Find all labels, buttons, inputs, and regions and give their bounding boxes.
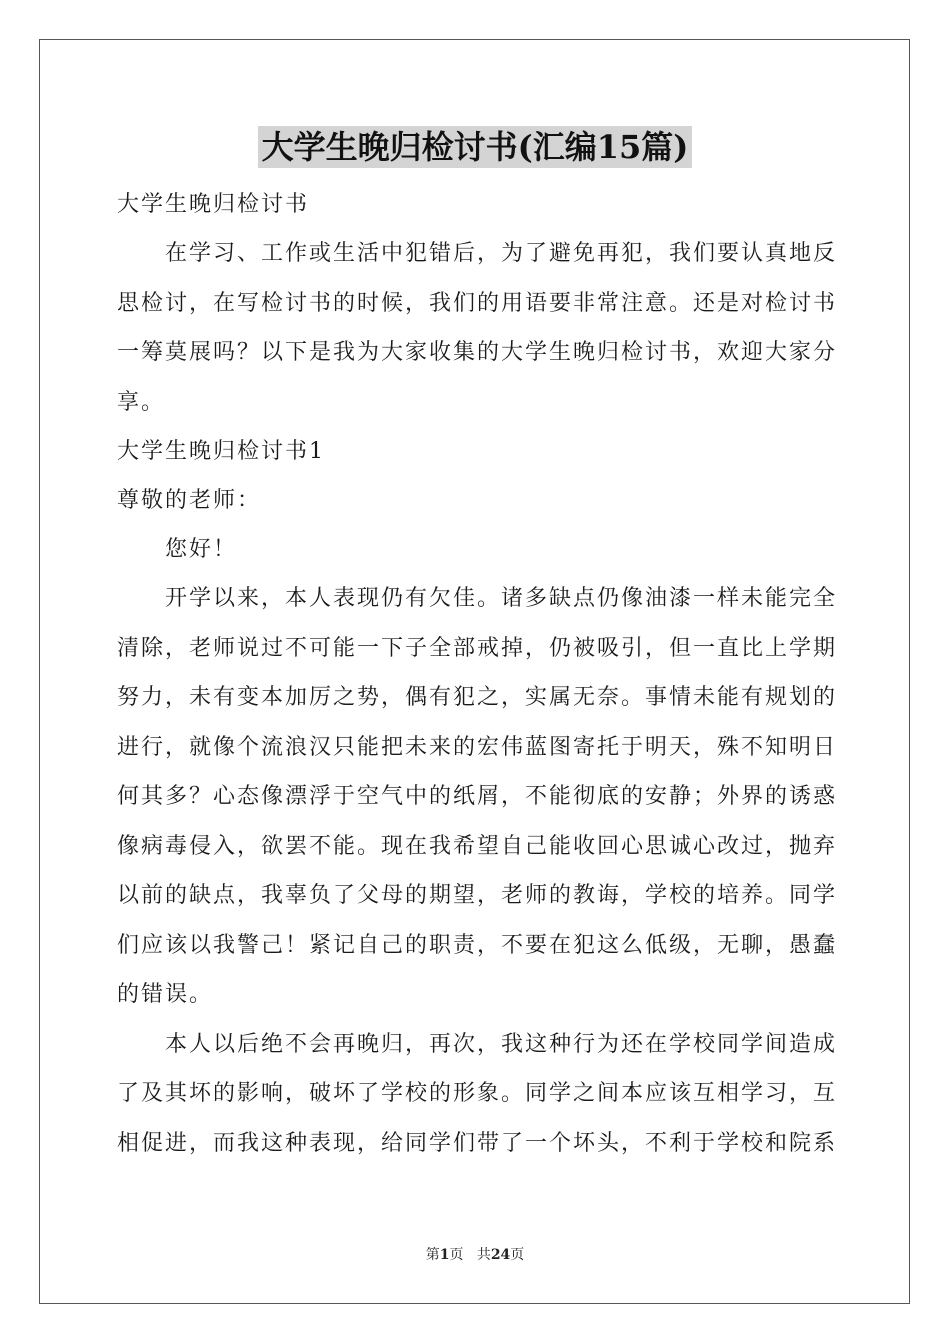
total-prefix: 共 — [476, 1247, 491, 1263]
document-title: 大学生晚归检讨书(汇编15篇) — [258, 126, 693, 168]
title-container — [0, 126, 950, 168]
text-line: 思检讨，在写检讨书的时候，我们的用语要非常注意。还是对检讨书 — [117, 290, 838, 316]
text-line: 们应该以我警己！紧记自己的职责，不要在犯这么低级，无聊，愚蠢 — [117, 932, 838, 958]
text-line: 开学以来，本人表现仍有欠佳。诸多缺点仍像油漆一样未能完全 — [117, 586, 838, 611]
page-footer — [0, 1246, 950, 1264]
text-line: 像病毒侵入，欲罢不能。现在我希望自己能收回心思诚心改过，抛弃 — [117, 833, 838, 859]
total-pages: 24 — [490, 1247, 511, 1263]
document-heading: 大学生晚归检讨书 — [117, 192, 310, 217]
section-title: 大学生晚归检讨书1 — [117, 439, 325, 464]
body-paragraph-2 — [117, 1020, 838, 1169]
page-suffix: 页 — [449, 1247, 464, 1263]
text-line: 享。 — [117, 389, 166, 415]
text-line: 在学习、工作或生活中犯错后，为了避免再犯，我们要认真地反 — [117, 241, 838, 266]
text-line: 一筹莫展吗？以下是我为大家收集的大学生晚归检讨书，欢迎大家分 — [117, 340, 838, 365]
text-line: 的错误。 — [117, 982, 214, 1007]
text-line: 清除，老师说过不可能一下子全部戒掉，仍被吸引，但一直比上学期 — [117, 635, 838, 661]
text-line: 相促进，而我这种表现，给同学们带了一个坏头，不利于学校和院系 — [117, 1130, 838, 1156]
text-line: 何其多？心态像漂浮于空气中的纸屑，不能彻底的安静；外界的诱惑 — [117, 784, 838, 809]
salutation: 尊敬的老师： — [117, 488, 262, 513]
body-paragraph-1 — [117, 574, 838, 1020]
document-body — [117, 180, 838, 1168]
text-line: 进行，就像个流浪汉只能把未来的宏伟蓝图寄托于明天，殊不知明日 — [117, 734, 838, 760]
text-line: 以前的缺点，我辜负了父母的期望，老师的教诲，学校的培养。同学 — [117, 883, 838, 908]
text-line: 努力，未有变本加厉之势，偶有犯之，实属无奈。事情未能有规划的 — [117, 685, 838, 710]
greeting: 您好！ — [117, 537, 238, 562]
page-number: 1 — [439, 1247, 450, 1263]
text-line: 了及其坏的影响，破坏了学校的形象。同学之间本应该互相学习，互 — [117, 1081, 838, 1106]
text-line: 本人以后绝不会再晚归，再次，我这种行为还在学校同学间造成 — [117, 1031, 838, 1057]
intro-paragraph — [117, 229, 838, 427]
total-suffix: 页 — [510, 1247, 525, 1263]
page-prefix: 第 — [425, 1247, 440, 1263]
